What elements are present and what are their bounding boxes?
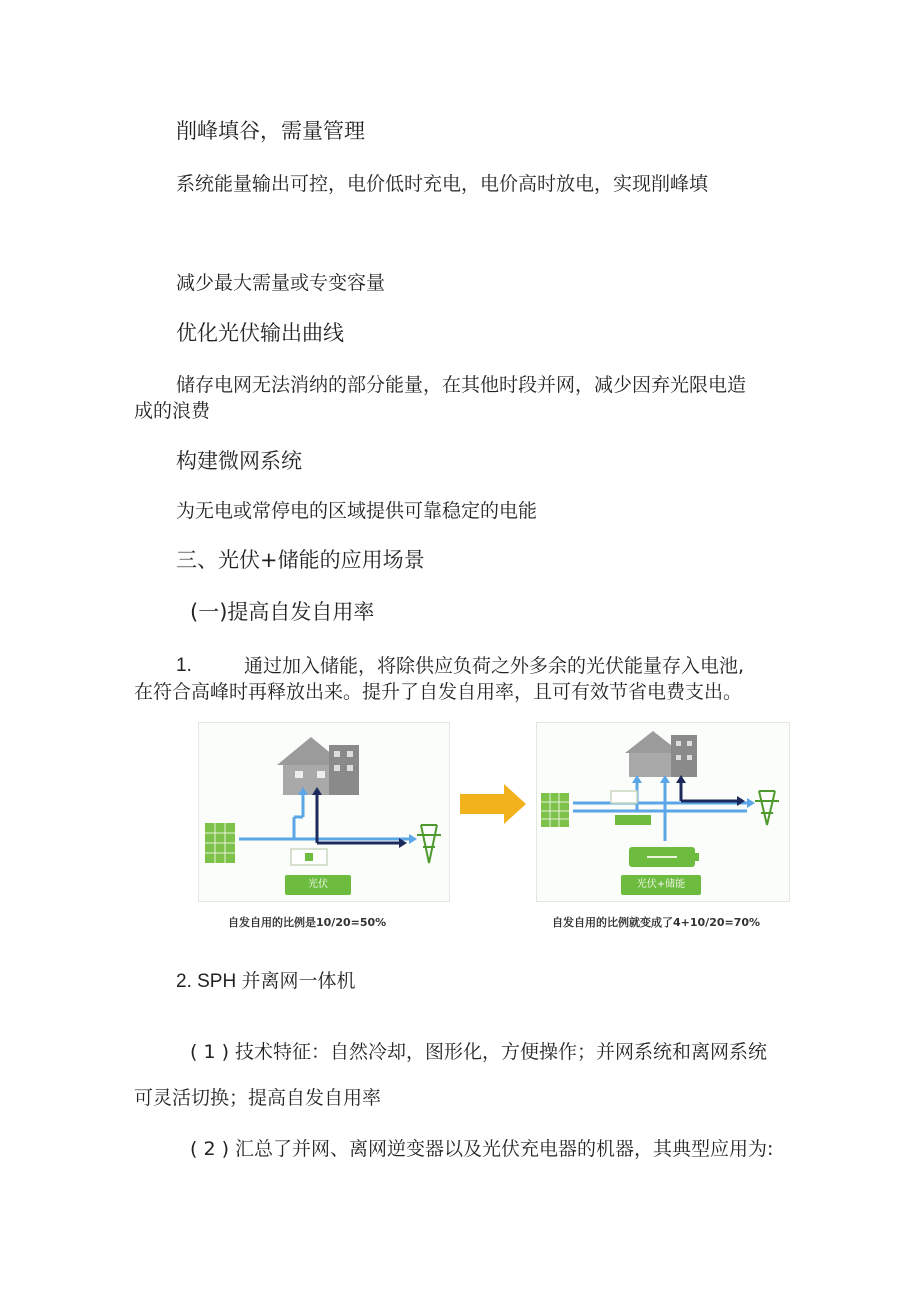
list-item-2: 2. SPH 并离网一体机 bbox=[176, 971, 356, 992]
section-heading-3: 三、光伏+储能的应用场景 bbox=[176, 548, 425, 572]
list-item-1-line2: 在符合高峰时再释放出来。提升了自发自用率，且可有效节省电费支出。 bbox=[134, 681, 743, 703]
tech-features-line1: ( 1 ) 技术特征：自然冷却，图形化，方便操作；并网系统和离网系统 bbox=[190, 1041, 768, 1063]
list-item-1-line1: 通过加入储能，将除供应负荷之外多余的光伏能量存入电池, bbox=[244, 655, 745, 677]
solar-panel-icon bbox=[541, 793, 569, 827]
pv-flow-arrows bbox=[239, 787, 417, 848]
paragraph-peak-shaving: 系统能量输出可控，电价低时充电，电价高时放电，实现削峰填 bbox=[176, 173, 709, 195]
heading-microgrid: 构建微网系统 bbox=[176, 449, 302, 473]
paragraph-pv-curve-line1: 储存电网无法消纳的部分能量，在其他时段并网，减少因弃光限电造 bbox=[176, 374, 747, 396]
pv-storage-label-button: 光伏+储能 bbox=[621, 875, 701, 895]
inverter-icon bbox=[611, 791, 651, 825]
list-number-1: 1. bbox=[176, 655, 192, 676]
typical-applications: ( 2 ) 汇总了并网、离网逆变器以及光伏充电器的机器，其典型应用为: bbox=[190, 1138, 774, 1160]
figure-panel-pv-storage bbox=[536, 722, 790, 902]
pv-storage-caption: 自发自用的比例就变成了4+10/20=70% bbox=[552, 916, 761, 929]
paragraph-demand: 减少最大需量或专变容量 bbox=[176, 272, 386, 294]
paragraph-pv-curve-line2: 成的浪费 bbox=[134, 400, 211, 422]
solar-panel-icon bbox=[205, 823, 235, 863]
house-icon bbox=[277, 737, 359, 795]
subsection-heading-1: (一)提高自发自用率 bbox=[190, 600, 375, 624]
pv-caption: 自发自用的比例是10/20=50% bbox=[228, 916, 387, 929]
self-consumption-figure bbox=[198, 722, 790, 934]
pv-storage-flow-arrows bbox=[573, 775, 755, 841]
heading-peak-shaving: 削峰填谷，需量管理 bbox=[176, 119, 365, 143]
house-icon bbox=[625, 731, 697, 777]
figure-panel-pv bbox=[198, 722, 450, 902]
transition-arrow-icon bbox=[460, 784, 530, 824]
paragraph-microgrid: 为无电或常停电的区域提供可靠稳定的电能 bbox=[176, 500, 538, 522]
pv-label-button: 光伏 bbox=[285, 875, 351, 895]
inverter-icon bbox=[291, 849, 327, 865]
battery-icon bbox=[629, 847, 699, 867]
tech-features-line2: 可灵活切换；提高自发自用率 bbox=[134, 1087, 382, 1109]
power-tower-icon bbox=[417, 825, 441, 863]
power-tower-icon bbox=[755, 791, 779, 825]
heading-pv-curve: 优化光伏输出曲线 bbox=[176, 321, 344, 345]
